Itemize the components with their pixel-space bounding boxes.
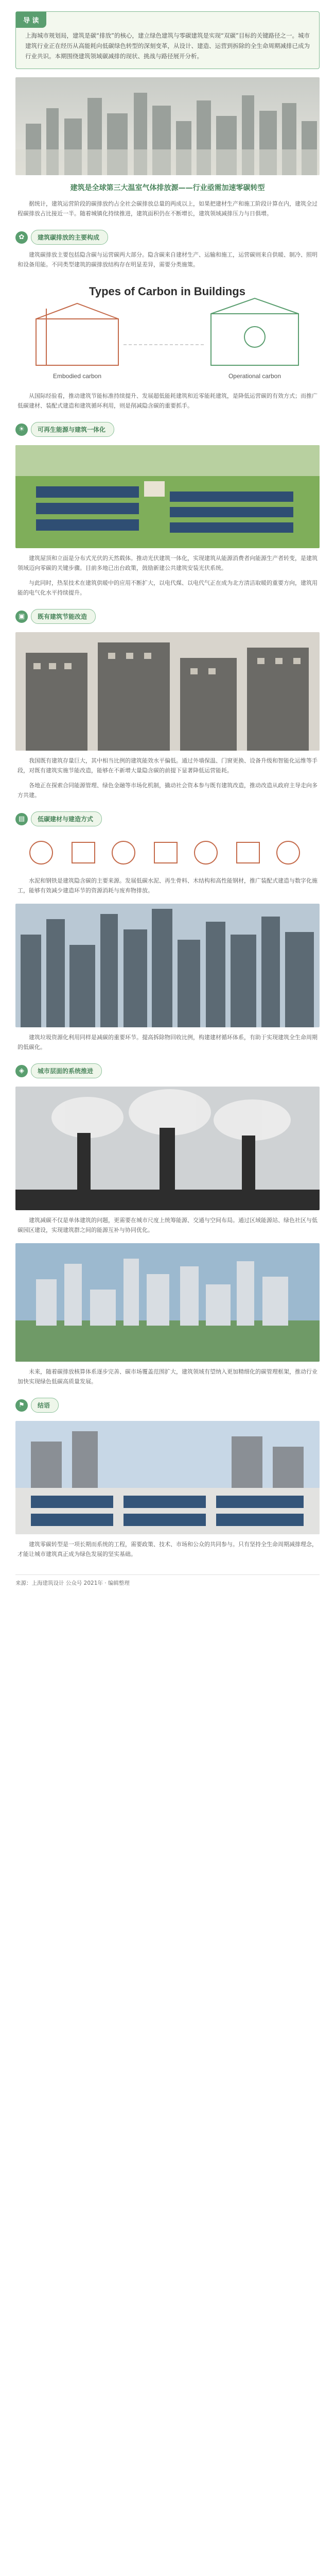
source-line: 来源：上海建筑设计 公众号 2021年 · 编辑整理 (15, 1574, 320, 1587)
para-2: 建筑碳排放主要包括隐含碳与运营碳两大部分。隐含碳来自建材生产、运输和施工，运营碳则来自供暖、制冷、照明和设备用能。不同类型建筑的碳排放结构存在明显差异，需要分类施策。 (17, 251, 318, 268)
para-12: 建筑垃圾资源化利用同样是减碳的重要环节。提高拆除物回收比例，构建建材循环体系，有助于实现建筑全生命周期的低碳化。 (17, 1034, 318, 1050)
embodied-label: Embodied carbon (52, 372, 102, 380)
hero-city-photo (15, 77, 320, 175)
para-5: 建筑屋顶和立面是分布式光伏的天然载体。推动光伏建筑一体化，实现建筑从能源消费者向能源生产者转变，是建筑领域迈向零碳的关键步骤。目前多地已出台政策，鼓励新建公共建筑安装光伏系统。 (17, 555, 318, 571)
section-heading (15, 1063, 320, 1078)
section-heading (15, 422, 320, 437)
headline: 建筑是全球第三大温室气体排放源——行业亟需加速零碳转型 (70, 184, 265, 192)
guide-box (15, 11, 320, 69)
sun-icon: ☀ (15, 423, 28, 436)
section-heading (15, 1398, 320, 1413)
guide-tag: 导 读 (16, 12, 46, 28)
old-buildings-photo (15, 632, 320, 751)
section-title: 既有建筑节能改造 (31, 609, 96, 624)
para-6: 与此同时，热泵技术在建筑供暖中的应用不断扩大，以电代煤、以电代气正在成为北方清洁取暖的重要方向，建筑用能的电气化水平持续提升。 (17, 580, 318, 596)
skyline-photo (15, 904, 320, 1027)
section-title: 建筑碳排放的主要构成 (31, 230, 108, 245)
operational-label: Operational carbon (228, 372, 281, 380)
flag-icon: ⚑ (15, 1399, 28, 1412)
para-14: 建筑减碳不仅是单体建筑的问题，更需要在城市尺度上统筹能源、交通与空间布局。通过区域能源站、绿色社区与低碳园区建设，实现建筑群之间的能源互补与协同优化。 (17, 1217, 318, 1233)
section-heading (15, 811, 320, 826)
city-icon: ◈ (15, 1065, 28, 1077)
para-3: 从国际经验看，推动建筑节能标准持续提升、发展超低能耗建筑和近零能耗建筑，是降低运营碳的有效方式；而推广低碳建材、装配式建造和建筑循环利用，则是削减隐含碳的重要抓手。 (17, 393, 318, 409)
section-heading (15, 230, 320, 245)
section-title: 结语 (31, 1398, 59, 1413)
article (0, 11, 335, 1607)
material-icons-strip (15, 835, 320, 871)
guide-text: 上海城市规划局，建筑是碳“排放”的核心，建立绿色建筑与零碳建筑是实现“双碳”目标的关键路径之一。城市建筑行业正在经历从高能耗向低碳绿色转型的深刻变革，从设计、建造、运营到拆除的全生命周期减排已成为行业共识。本期围绕建筑领域碳减排的现状、挑战与路径展开分析。 (25, 32, 310, 60)
para-15: 未来，随着碳排放核算体系逐步完善、碳市场覆盖范围扩大，建筑领域有望纳入更加精细化的碳管理框架，推动行业加快实现绿色低碳高质量发展。 (17, 1368, 318, 1385)
section-title: 城市层面的系统推进 (31, 1063, 102, 1078)
para-8: 我国既有建筑存量巨大，其中相当比例的建筑能效水平偏低。通过外墙保温、门窗更换、设备升级和智能化运维等手段，对既有建筑实施节能改造，能够在不新增大量隐含碳的前提下显著降低运营能耗。 (17, 757, 318, 774)
carbon-types-infographic (15, 278, 320, 386)
leaf-icon: ✿ (15, 231, 28, 244)
rooftop-solar-photo (15, 1421, 320, 1534)
infographic-title: Types of Carbon in Buildings (89, 285, 245, 298)
section-title: 可再生能源与建筑一体化 (31, 422, 114, 437)
solar-field-photo (15, 445, 320, 548)
smokestack-photo (15, 1087, 320, 1210)
para-11: 水泥和钢铁是建筑隐含碳的主要来源。发展低碳水泥、再生骨料、木结构和高性能钢材，推广装配式建造与数字化施工，能够有效减少建造环节的资源消耗与废弃物排放。 (17, 877, 318, 894)
section-heading (15, 609, 320, 624)
city-aerial-photo (15, 1243, 320, 1362)
para-9: 各地正在探索合同能源管理、绿色金融等市场化机制，撬动社会资本参与既有建筑改造，推动改造从政府主导走向多方共建。 (17, 782, 318, 799)
building-icon: ▣ (15, 611, 28, 623)
section-title: 低碳建材与建造方式 (31, 811, 102, 826)
para-17: 建筑零碳转型是一项长期而系统的工程，需要政策、技术、市场和公众的共同参与。只有坚持全生命周期减排理念，才能让城市建筑真正成为绿色发展的坚实基础。 (17, 1541, 318, 1557)
brick-icon: ▤ (15, 813, 28, 825)
para-0: 据统计，建筑运营阶段的碳排放约占全社会碳排放总量的两成以上，如果把建材生产和施工阶段计算在内，建筑全过程碳排放占比接近一半。随着城镇化持续推进，建筑面积仍在不断增长，建筑领域减排压力与日俱增。 (17, 200, 318, 217)
